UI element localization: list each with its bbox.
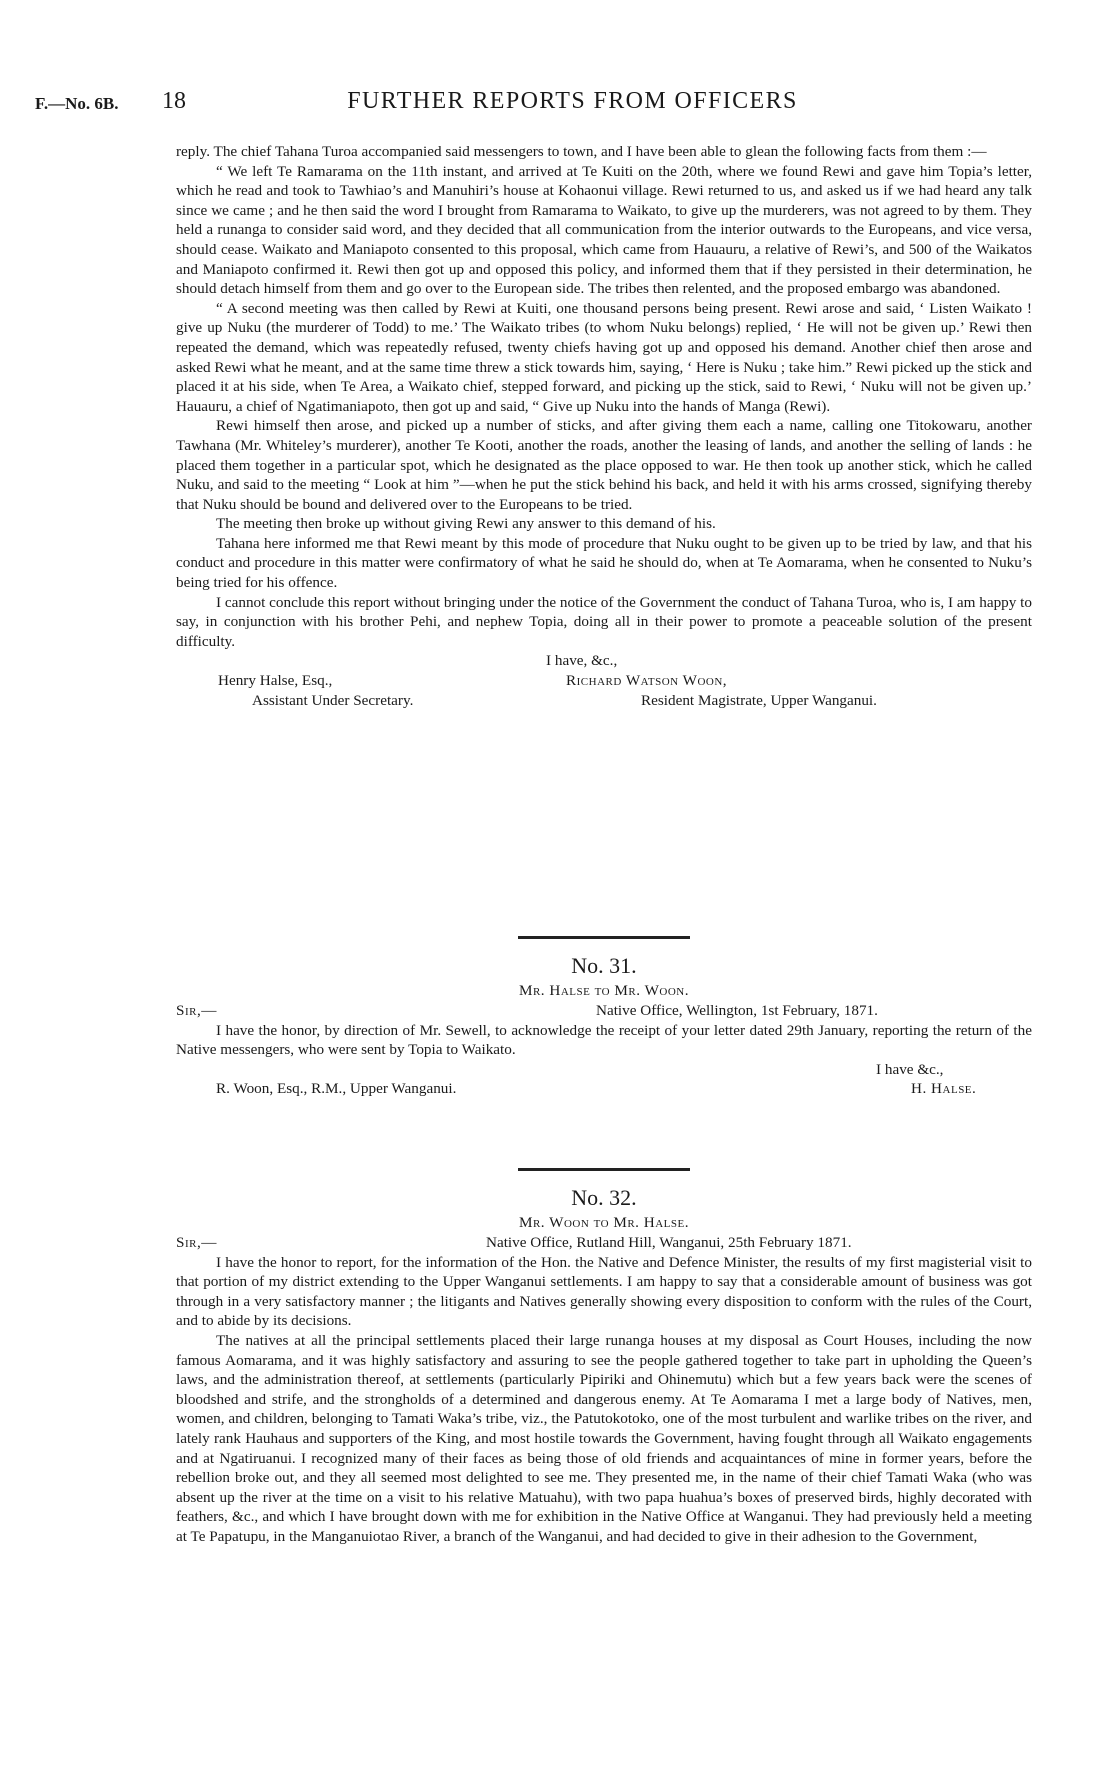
signer-title: Resident Magistrate, Upper Wanganui. <box>641 691 877 709</box>
report-continuation <box>176 142 1032 710</box>
salutation: Sir,— <box>176 1002 217 1019</box>
closing: I have, &c., <box>546 652 618 670</box>
paragraph: “ A second meeting was then called by Rewi at Kuiti, one thousand persons being present. Rewi arose and said, ‘ Listen Waikato ! give up Nuku (the murderer of Todd) to me.’ The Waikato tribes (to whom Nuku belongs) replied, ‘ He will not be given up.’ Rewi then repeated the demand, which was repeatedly refused, twenty chiefs having got up and opposed his demand. Another chief then arose and asked Rewi what he meant, and at the same time threw a stick towards him, saying, ‘ Here is Nuku ; take him.” Rewi picked up the stick and placed it at his side, when Te Area, a Waikato chief, stepped forward, and picking up the stick, said to Rewi, ‘ Nuku will not be given up.’ Hauauru, a chief of Ngatimaniapoto, then got up and said, “ Give up Nuku into the hands of Manga (Rewi). <box>176 299 1032 415</box>
addressee: R. Woon, Esq., R.M., Upper Wanganui. <box>216 1080 457 1098</box>
running-title: FURTHER REPORTS FROM OFFICERS <box>347 88 798 114</box>
letter-31 <box>176 936 1032 1099</box>
salutation-row <box>176 1001 1032 1021</box>
paragraph: I have the honor to report, for the information of the Hon. the Native and Defence Minister, the results of my first magisterial visit to that portion of my district extending to the Upper Wanganui settlements. I am happy to say that a considerable amount of business was got through in a very satisfactory manner ; the litigants and Natives generally showing every disposition to conform with the rules of the Court, and to abide by its decisions. <box>176 1253 1032 1330</box>
document-code: F.—No. 6B. <box>35 94 119 113</box>
signature-title-row <box>176 691 1032 711</box>
closing-row <box>176 651 1032 671</box>
signer-name: Richard Watson Woon, <box>566 672 728 690</box>
addressee-title: Assistant Under Secretary. <box>252 691 414 709</box>
paragraph: Tahana here informed me that Rewi meant by this mode of procedure that Nuku ought to be given up to be tried by law, and that his conduct and procedure in this matter were confirmatory of what he said he should do, when at Te Aomarama, when he consented to Nuku’s being tried for his offence. <box>176 534 1032 592</box>
paragraph: The meeting then broke up without giving Rewi any answer to this demand of his. <box>216 515 716 533</box>
addressee-name: Henry Halse, Esq., <box>218 672 333 690</box>
dateline: Native Office, Wellington, 1st February, 1871. <box>596 1002 878 1019</box>
dateline: Native Office, Rutland Hill, Wanganui, 25th February 1871. <box>486 1234 852 1251</box>
from-to-line: Mr. Woon to Mr. Halse. <box>518 1214 690 1231</box>
signature-row <box>176 671 1032 691</box>
closing-row <box>176 1060 1032 1080</box>
paragraph: I have the honor, by direction of Mr. Sewell, to acknowledge the receipt of your letter dated 29th January, reporting the return of the Native messengers, who were sent by Topia to Waikato. <box>176 1021 1032 1059</box>
paragraph: reply. The chief Tahana Turoa accompanied said messengers to town, and I have been able to glean the following facts from them :— <box>176 143 987 160</box>
salutation-row <box>176 1233 1032 1253</box>
paragraph: The natives at all the principal settlements placed their large runanga houses at my disposal as Court Houses, including the now famous Aomarama, and it was highly satisfactory and assuring to see the people gathered together to take part in upholding the Queen’s laws, and the administration thereof, at settlements (particularly Pipiriki and Ohinemutu) which but a few years back were the scenes of bloodshed and strife, and the strongholds of a determined and dangerous enemy. At Te Aomarama I met a large body of Natives, men, women, and children, belonging to Tamati Waka’s tribe, viz., the Patutokotoko, one of the most turbulent and warlike tribes on the river, and lately rank Hauhaus and supporters of the King, and most hostile towards the Government, having fought through all Waikato engagements and at Ngatiruanui. I recognized many of their faces as being those of old friends and acquaintances of mine in former years, before the rebellion broke out, and they all seemed most delighted to see me. They presented me, in the name of their chief Tamati Waka (who was absent up the river at the time on a visit to his relative Matuahu), with two papa huahua’s boxes of preserved birds, highly decorated with feathers, &c., and which I have brought down with me for exhibition in the Native Office at Wanganui. They had previously held a meeting at Te Papatupu, in the Manganuiotao River, a branch of the Wanganui, and had decided to give in their adhesion to the Government, <box>176 1331 1032 1545</box>
signature-row <box>176 1079 1032 1099</box>
from-to-line: Mr. Halse to Mr. Woon. <box>518 982 690 999</box>
paragraph: Rewi himself then arose, and picked up a number of sticks, and after giving them each a name, calling one Titokowaru, another Tawhana (Mr. Whiteley’s murderer), another Te Kooti, another the roads, another the leasing of lands, and another the selling of lands : he placed them together in a particular spot, which he designated as the place opposed to war. He then took up another stick, which he called Nuku, and said to the meeting “ Look at him ”—when he put the stick behind his back, and held it with his arms crossed, signifying thereby that Nuku should be bound and delivered over to the Europeans to be tried. <box>176 417 1032 513</box>
paragraph: I cannot conclude this report without bringing under the notice of the Government the conduct of Tahana Turoa, who is, I am happy to say, in conjunction with his brother Pehi, and nephew Topia, doing all in their power to promote a peaceable solution of the present difficulty. <box>176 593 1032 650</box>
document-number: No. 32. <box>571 1185 637 1210</box>
page-header <box>35 88 1080 128</box>
paragraph: “ We left Te Ramarama on the 11th instant, and arrived at Te Kuiti on the 20th, where we found Rewi and gave him Topia’s letter, which he read and took to Tawhiao’s and Manuhiri’s house at Kohaonui village. Rewi returned to us, and asked us if we had heard any talk since we came ; and he then said the word I brought from Ramarama to Waikato, to give up the murderers, was not agreed to by them. They held a runanga to consider said word, and they decided that all communication from the interior outwards to the Europeans, and vice versa, should cease. Waikato and Maniapoto consented to this proposal, which came from Hauauru, a relative of Rewi’s, and 500 of the Waikatos and Maniapoto confirmed it. Rewi then got up and opposed this policy, and informed them that if they persisted in their determination, he should detach himself from them and go over to the European side. The tribes then relented, and the proposed embargo was abandoned. <box>176 162 1032 298</box>
letter-32 <box>176 1168 1032 1547</box>
signer: H. Halse. <box>911 1080 977 1098</box>
closing: I have &c., <box>876 1060 944 1078</box>
document-number: No. 31. <box>571 953 637 978</box>
salutation: Sir,— <box>176 1234 217 1251</box>
page-number: 18 <box>162 88 186 114</box>
